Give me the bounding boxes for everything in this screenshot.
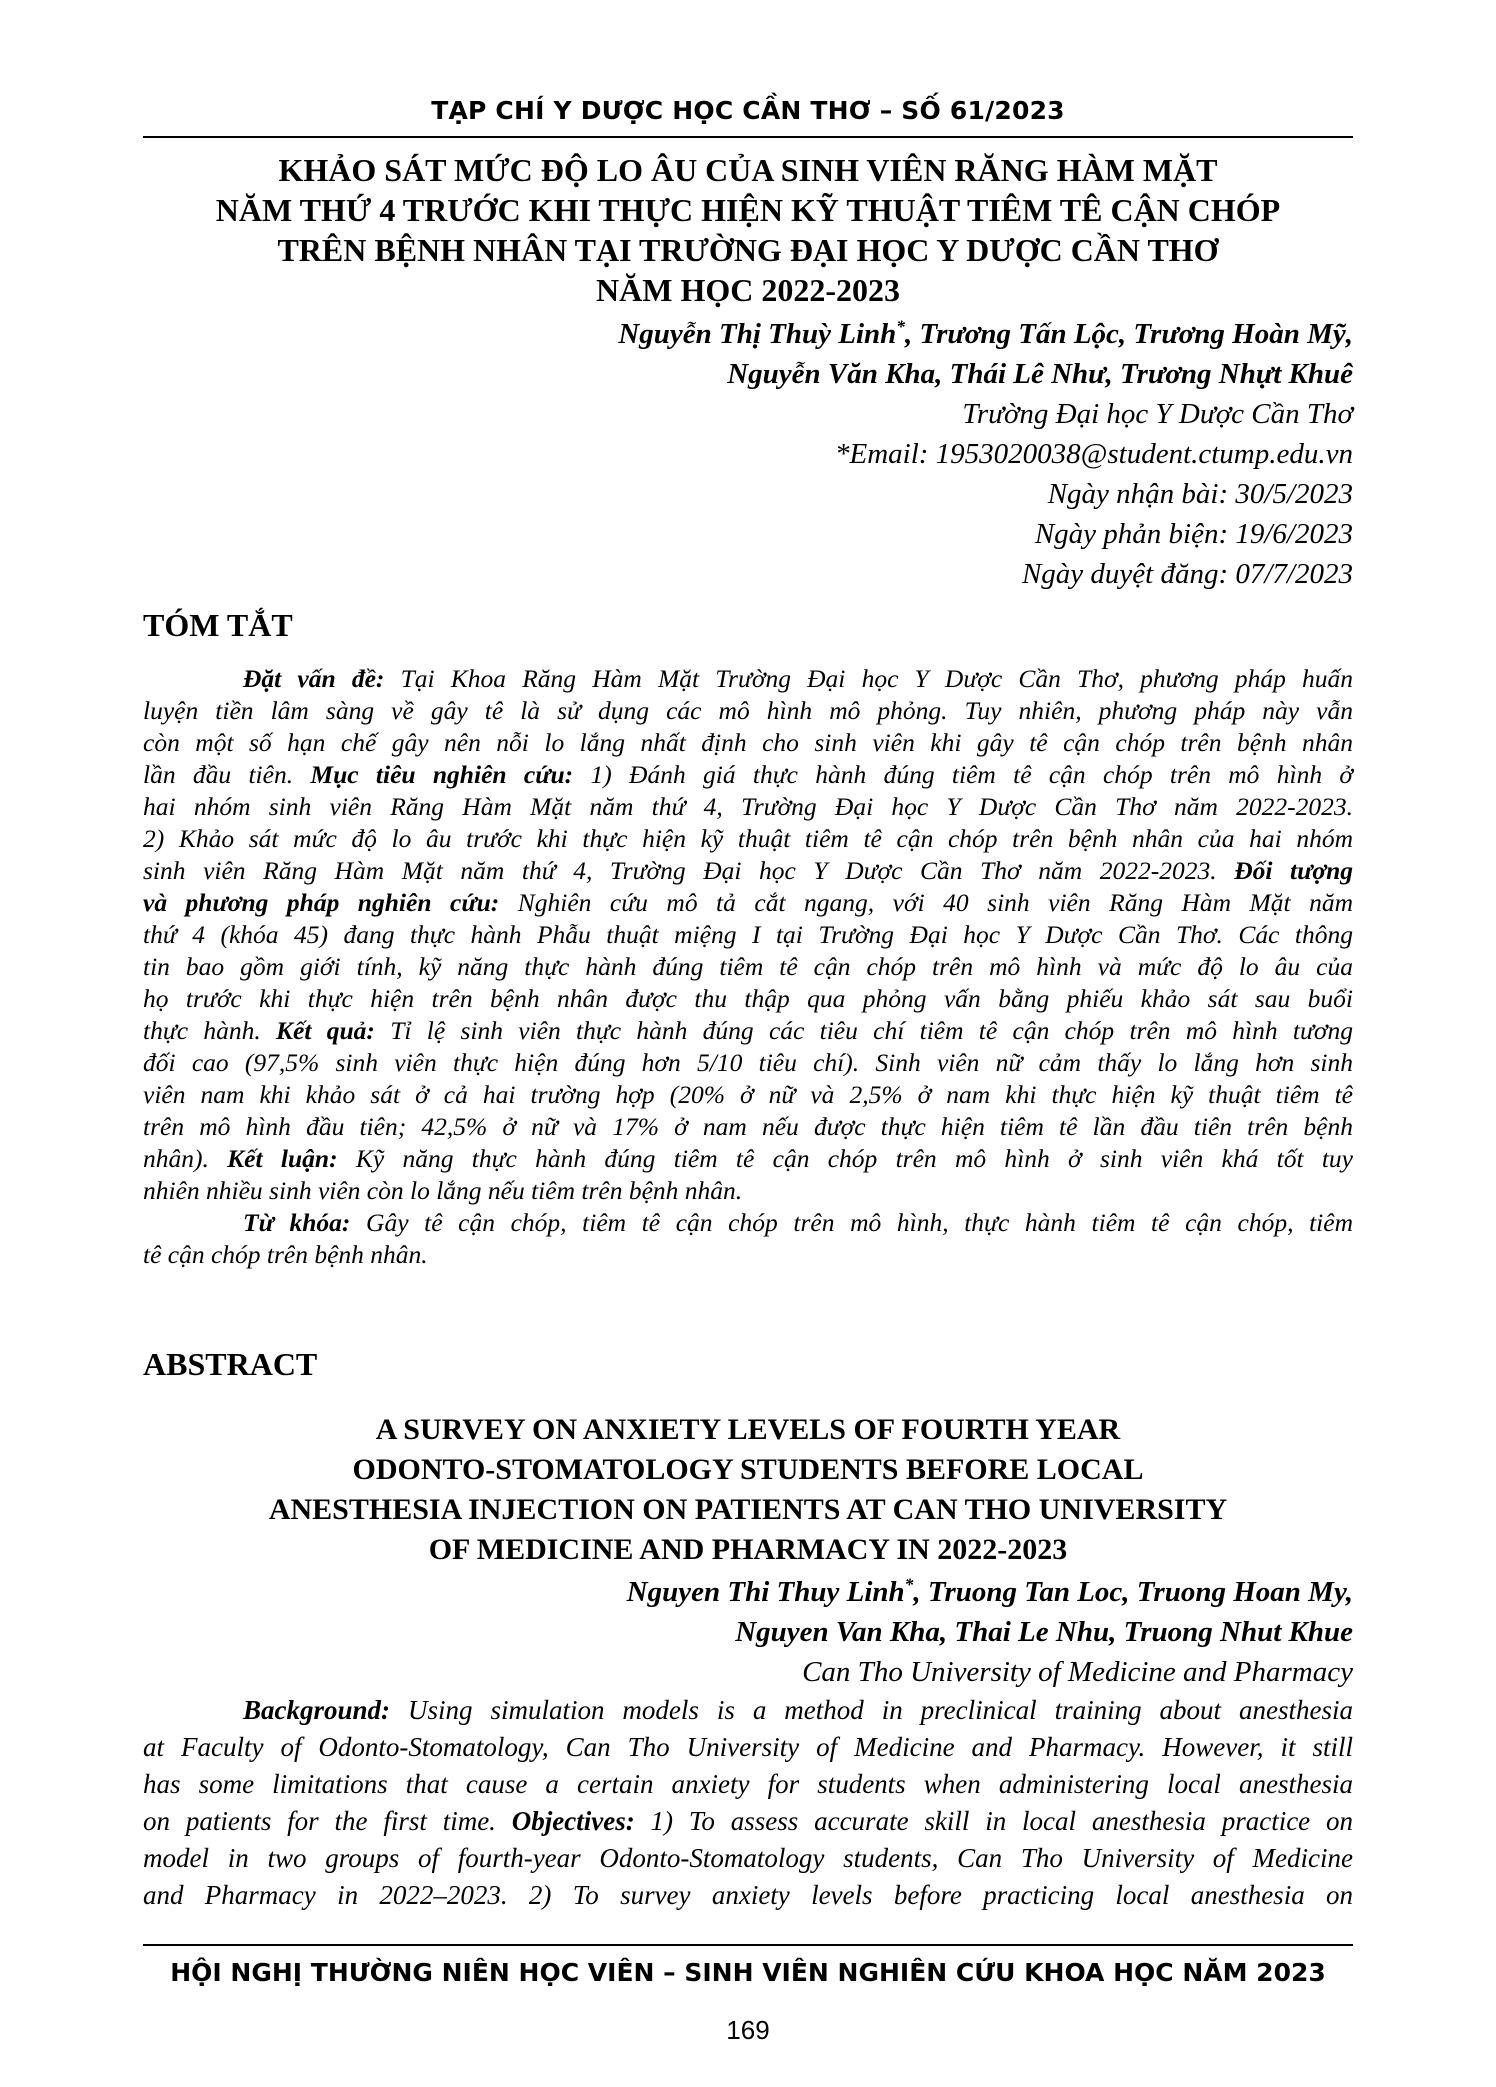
text-run: 1) To assess accurate skill in local anesthesia practice on: [634, 1806, 1353, 1836]
text-run: Tại Khoa Răng Hàm Mặt Trường Đại học Y Dược Cần Thơ, phương pháp huấn: [384, 664, 1353, 693]
keywords-line: tê cận chóp trên bệnh nhân.: [143, 1240, 428, 1269]
footer-rule: [143, 1944, 1353, 1946]
label-methods-cont: và phương pháp nghiên cứu:: [143, 888, 500, 917]
text-line: [143, 759, 1353, 791]
text-line: [143, 1143, 1353, 1175]
text-run: nhân).: [143, 1144, 228, 1173]
date-reviewed: Ngày phản biện: 19/6/2023: [1034, 518, 1353, 550]
running-footer: HỘI NGHỊ THƯỜNG NIÊN HỌC VIÊN – SINH VIÊN NGHIÊN CỨU KHOA HỌC NĂM 2023: [170, 1958, 1326, 1987]
affiliation: Trường Đại học Y Dược Cần Thơ: [962, 398, 1353, 430]
article-title-en: [143, 1410, 1353, 1570]
text-line: at Faculty of Odonto-Stomatology, Can Tho University of Medicine and Pharmacy. However, it still: [143, 1732, 1353, 1762]
label-keywords: Từ khóa:: [243, 1208, 351, 1237]
text-line: nhiên nhiều sinh viên còn lo lắng nếu tiêm trên bệnh nhân.: [143, 1176, 743, 1205]
authors-line: [618, 314, 1353, 354]
title-line: OF MEDICINE AND PHARMACY IN 2022-2023: [428, 1533, 1068, 1566]
author-block-vi: [618, 314, 1353, 594]
text-run: on patients for the first time.: [143, 1806, 512, 1836]
text-line: and Pharmacy in 2022–2023. 2) To survey anxiety levels before practicing local anesthesia on: [143, 1880, 1353, 1910]
text-line: [143, 887, 1353, 919]
authors-line: [627, 1572, 1353, 1612]
abstract-heading: ABSTRACT: [143, 1346, 318, 1382]
text-line: còn một số hạn chế gây nên nỗi lo lắng nhất định cho sinh viên khi gây tê cận chóp trên bệnh nhân: [143, 728, 1353, 757]
authors-line: Nguyen Van Kha, Thai Le Nhu, Truong Nhut Khue: [735, 1616, 1353, 1648]
email: *Email: 1953020038@student.ctump.edu.vn: [835, 438, 1353, 470]
text-run: Tỉ lệ sinh viên thực hành đúng các tiêu chí tiêm tê cận chóp trên mô hình tương: [374, 1016, 1354, 1045]
corresponding-author: Nguyen Thi Thuy Linh: [626, 1576, 905, 1608]
header-rule: [143, 136, 1353, 138]
text-line: luyện tiền lâm sàng về gây tê là sử dụng các mô hình mô phỏng. Tuy nhiên, phương pháp này vẫn: [143, 696, 1353, 725]
co-authors: , Trương Tấn Lộc, Trương Hoàn Mỹ,: [905, 318, 1353, 350]
text-run: 1) Đánh giá thực hành đúng tiêm tê cận chóp trên mô hình ở: [573, 760, 1354, 789]
date-received: Ngày nhận bài: 30/5/2023: [1047, 478, 1353, 510]
label-methods: Đối tượng: [1234, 856, 1353, 885]
title-line: NĂM THỨ 4 TRƯỚC KHI THỰC HIỆN KỸ THUẬT TIÊM TÊ CẬN CHÓP: [215, 192, 1281, 228]
title-line: NĂM HỌC 2022-2023: [596, 272, 900, 308]
title-line: ANESTHESIA INJECTION ON PATIENTS AT CAN THO UNIVERSITY: [268, 1493, 1228, 1526]
keywords-line: [143, 1207, 1353, 1239]
text-run: Nghiên cứu mô tả cắt ngang, với 40 sinh viên Răng Hàm Mặt năm: [499, 888, 1354, 917]
text-line: tin bao gồm giới tính, kỹ năng thực hành đúng tiêm tê cận chóp trên mô hình và mức độ lo âu của: [143, 952, 1353, 981]
text-run: Gây tê cận chóp, tiêm tê cận chóp trên mô hình, thực hành tiêm tê cận chóp, tiêm: [350, 1208, 1353, 1237]
text-line: has some limitations that cause a certain anxiety for students when administering local anesthesia: [143, 1769, 1353, 1799]
text-run: Kỹ năng thực hành đúng tiêm tê cận chóp trên mô hình ở sinh viên khá tốt tuy: [337, 1144, 1353, 1173]
text-line: hai nhóm sinh viên Răng Hàm Mặt năm thứ 4, Trường Đại học Y Dược Cần Thơ năm 2022-2023.: [143, 792, 1353, 821]
title-line: TRÊN BỆNH NHÂN TẠI TRƯỜNG ĐẠI HỌC Y DƯỢC CẦN THƠ: [277, 232, 1219, 268]
author-block-en: [627, 1572, 1353, 1692]
text-line: [143, 663, 1353, 695]
text-line: thứ 4 (khóa 45) đang thực hành Phẫu thuật miệng I tại Trường Đại học Y Dược Cần Thơ. Các thông: [143, 920, 1353, 949]
affiliation: Can Tho University of Medicine and Pharmacy: [802, 1656, 1353, 1688]
label-conclusion: Kết luận:: [227, 1144, 338, 1173]
title-line: ODONTO-STOMATOLOGY STUDENTS BEFORE LOCAL: [352, 1453, 1144, 1486]
page-number: 169: [726, 2015, 770, 2045]
title-line: A SURVEY ON ANXIETY LEVELS OF FOURTH YEAR: [375, 1413, 1121, 1446]
corresponding-mark: *: [904, 1574, 914, 1595]
label-objectives: Objectives:: [511, 1806, 635, 1836]
text-line: họ trước khi thực hiện trên bệnh nhân được thu thập qua phỏng vấn bằng phiếu khảo sát sau buổi: [143, 984, 1353, 1013]
label-background: Background:: [243, 1695, 391, 1725]
text-run: Using simulation models is a method in preclinical training about anesthesia: [390, 1695, 1353, 1725]
authors-line: Nguyễn Văn Kha, Thái Lê Như, Trương Nhựt Khuê: [727, 358, 1353, 390]
label-results: Kết quả:: [276, 1016, 375, 1045]
text-line: viên nam khi khảo sát ở cả hai trường hợp (20% ở nữ và 2,5% ở nam khi thực hiện kỹ thuật tiêm tê: [143, 1080, 1353, 1109]
text-run: sinh viên Răng Hàm Mặt năm thứ 4, Trường Đại học Y Dược Cần Thơ năm 2022-2023.: [143, 856, 1235, 885]
title-line: KHẢO SÁT MỨC ĐỘ LO ÂU CỦA SINH VIÊN RĂNG HÀM MẶT: [278, 152, 1218, 188]
label-objectives: Mục tiêu nghiên cứu:: [310, 760, 574, 789]
label-background: Đặt vấn đề:: [243, 664, 385, 693]
running-header: TẠP CHÍ Y DƯỢC HỌC CẦN THƠ – SỐ 61/2023: [431, 96, 1065, 125]
co-authors: , Truong Tan Loc, Truong Hoan My,: [913, 1576, 1353, 1608]
summary-heading: TÓM TẮT: [143, 607, 293, 643]
abstract-en: [143, 1692, 1353, 1914]
text-line: [143, 1015, 1353, 1047]
text-line: [143, 855, 1353, 887]
text-line: trên mô hình đầu tiên; 42,5% ở nữ và 17% ở nam nếu được thực hiện tiêm tê lần đầu tiên trên bệnh: [143, 1112, 1353, 1141]
corresponding-mark: *: [896, 316, 905, 337]
text-line: đối cao (97,5% sinh viên thực hiện đúng hơn 5/10 tiêu chí). Sinh viên nữ cảm thấy lo lắng hơn sinh: [143, 1048, 1353, 1077]
abstract-vi: [143, 663, 1353, 1271]
text-line: model in two groups of fourth-year Odonto-Stomatology students, Can Tho University of Medicine: [143, 1843, 1353, 1873]
date-accepted: Ngày duyệt đăng: 07/7/2023: [1021, 558, 1353, 590]
article-title-vi: [143, 150, 1353, 310]
text-line: [143, 1803, 1353, 1840]
text-run: thực hành.: [143, 1016, 277, 1045]
text-line: 2) Khảo sát mức độ lo âu trước khi thực hiện kỹ thuật tiêm tê cận chóp trên bệnh nhân của hai nhóm: [143, 824, 1353, 853]
text-line: [143, 1692, 1353, 1729]
text-run: lần đầu tiên.: [143, 760, 311, 789]
corresponding-author: Nguyễn Thị Thuỳ Linh: [618, 318, 897, 350]
